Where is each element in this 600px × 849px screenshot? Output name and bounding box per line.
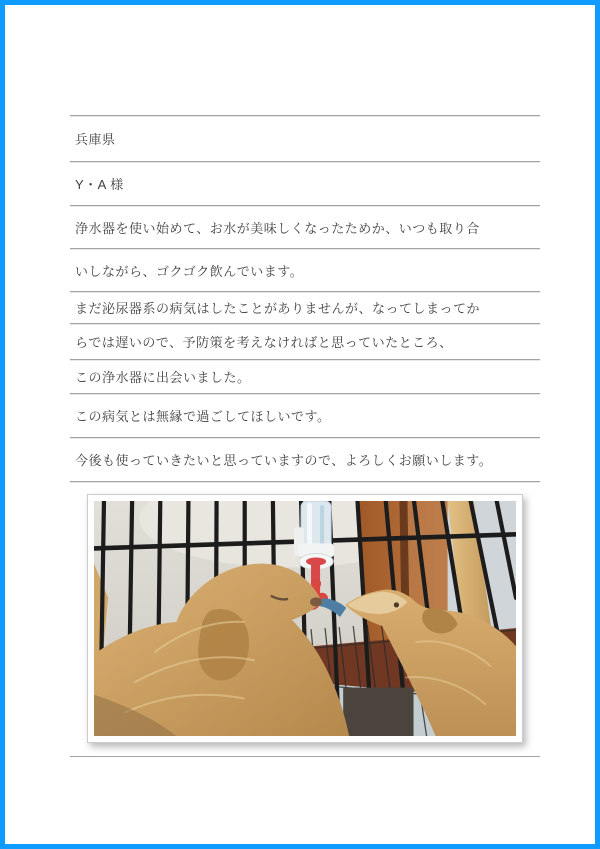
letter-line-text: この浄水器に出会いました。 <box>75 370 251 385</box>
letter-line-text: この病気とは無縁で過ごしてほしいです。 <box>75 409 331 424</box>
letter-line <box>70 205 540 248</box>
letter-body <box>70 115 540 757</box>
letter-line <box>70 248 540 291</box>
letter-line <box>70 437 540 481</box>
letter-line <box>70 115 540 161</box>
letter-line-text: いしながら、ゴクゴク飲んでいます。 <box>75 263 304 279</box>
customer-name-text: Y・A 様 <box>75 177 124 192</box>
letter-line <box>70 359 540 393</box>
letter-line <box>70 161 540 205</box>
letter-line-text: らでは遅いので、予防策を考えなければと思っていたところ、 <box>75 335 453 350</box>
letter-line <box>70 291 540 323</box>
dogs-photo <box>87 494 523 743</box>
dogs-photo-illustration <box>94 501 516 736</box>
letter-line-text: 今後も使っていきたいと思っていますので、よろしくお願いします。 <box>75 453 493 468</box>
region-text: 兵庫県 <box>75 132 116 147</box>
letter-line <box>70 323 540 359</box>
letter-line-text: まだ泌尿器系の病気はしたことがありませんが、なってしまってか <box>75 301 481 316</box>
letter-line <box>70 393 540 437</box>
photo-section <box>70 481 540 757</box>
letter-line-text: 浄水器を使い始めて、お水が美味しくなったためか、いつも取り合 <box>75 220 480 236</box>
